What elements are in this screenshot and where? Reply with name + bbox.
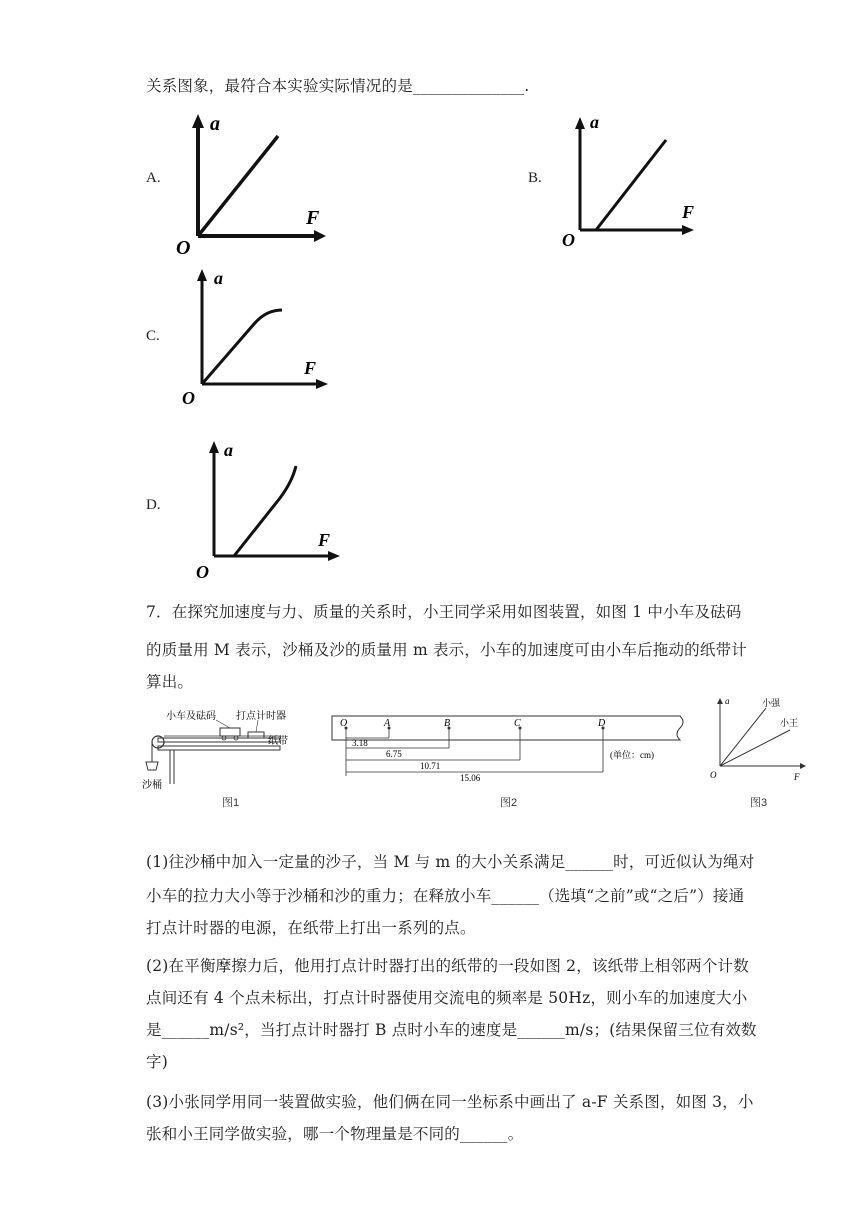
figure-1-caption: 图1 (222, 797, 240, 809)
figure-1-apparatus (140, 708, 290, 798)
figure-3-caption: 图3 (750, 797, 768, 809)
q7-sub3-line-2: 张和小王同学做实验，哪一个物理量是不同的______。 (146, 1125, 524, 1143)
option-b-origin: O (562, 230, 575, 250)
option-b-label: B. (528, 170, 542, 186)
fig3-origin: O (710, 770, 717, 780)
option-a-graph (168, 108, 338, 256)
option-a-x-label: F (306, 207, 320, 229)
q7-sub1-line-3: 打点计时器的电源，在纸带上打出一系列的点。 (146, 919, 476, 937)
fig1-cart-label: 小车及砝码 (166, 711, 216, 722)
option-d-origin: O (196, 562, 209, 582)
option-c-x-label: F (304, 358, 317, 378)
option-b-graph (556, 112, 706, 252)
q7-sub2-line-2: 点间还有 4 个点未标出，打点计时器使用交流电的频率是 50Hz，则小车的加速度大小 (146, 989, 748, 1007)
figure-3-graph (706, 692, 810, 788)
fig2-point-d: D (598, 718, 606, 729)
fig2-point-a: A (384, 718, 391, 729)
option-a-label: A. (146, 170, 161, 186)
fig2-dist-oc: 10.71 (420, 761, 441, 771)
fig2-unit-note: (单位：cm) (610, 750, 654, 760)
fig3-y-label: a (725, 696, 730, 706)
fig2-point-o: O (340, 718, 348, 729)
fig1-timer-label: 打点计时器 (236, 711, 286, 722)
option-c-graph (178, 264, 338, 410)
q7-intro-line-1: 7．在探究加速度与力、质量的关系时，小王同学采用如图装置，如图 1 中小车及砝码 (146, 603, 742, 621)
option-a-origin: O (176, 237, 191, 256)
q7-intro-line-2: 的质量用 M 表示，沙桶及沙的质量用 m 表示，小车的加速度可由小车后拖动的纸带计 (146, 641, 747, 659)
option-d-y-label: a (224, 440, 233, 460)
q7-intro-line-3: 算出。 (146, 673, 194, 691)
option-d-x-label: F (318, 530, 331, 550)
fig2-point-b: B (444, 718, 451, 729)
option-b-y-label: a (590, 112, 599, 132)
option-d-graph (190, 436, 350, 582)
fig1-bucket-label: 沙桶 (142, 780, 162, 791)
fig1-tape-label: 纸带 (268, 736, 288, 747)
q7-sub2-line-3: 是______m/s²，当打点计时器打 B 点时小车的速度是______m/s；(结果保留三位有效数 (146, 1021, 757, 1039)
fig2-dist-ob: 6.75 (386, 749, 402, 759)
q7-sub1-line-1: (1)往沙桶中加入一定量的沙子，当 M 与 m 的大小关系满足______时，可近似认为绳对 (146, 853, 755, 871)
option-b-x-label: F (682, 202, 695, 222)
fig2-point-c: C (514, 718, 521, 729)
q7-sub3-line-1: (3)小张同学用同一装置做实验，他们俩在同一坐标系中画出了 a-F 关系图，如图 3，小 (146, 1093, 754, 1111)
fig3-line-xiaoqiang: 小强 (762, 698, 781, 708)
q7-sub2-line-4: 字) (146, 1053, 168, 1071)
option-c-y-label: a (214, 268, 223, 288)
fig2-dist-od: 15.06 (460, 773, 481, 783)
fig3-x-label: F (794, 772, 800, 782)
fig3-line-xiaowang: 小王 (780, 718, 799, 728)
option-c-origin: O (182, 388, 195, 408)
option-d-label: D. (146, 497, 161, 513)
option-a-y-label: a (210, 113, 220, 135)
q7-sub2-line-1: (2)在平衡摩擦力后，他用打点计时器打出的纸带的一段如图 2，该纸带上相邻两个计数 (146, 957, 749, 975)
figure-2-caption: 图2 (500, 797, 518, 809)
figure-2-tape (328, 708, 690, 792)
q6-tail-line: 关系图象，最符合本实验实际情况的是______________. (146, 77, 530, 95)
fig2-dist-oa: 3.18 (352, 738, 368, 748)
option-c-label: C. (146, 328, 160, 344)
q7-sub1-line-2: 小车的拉力大小等于沙桶和沙的重力；在释放小车______（选填“之前”或“之后”）接通 (146, 887, 745, 905)
